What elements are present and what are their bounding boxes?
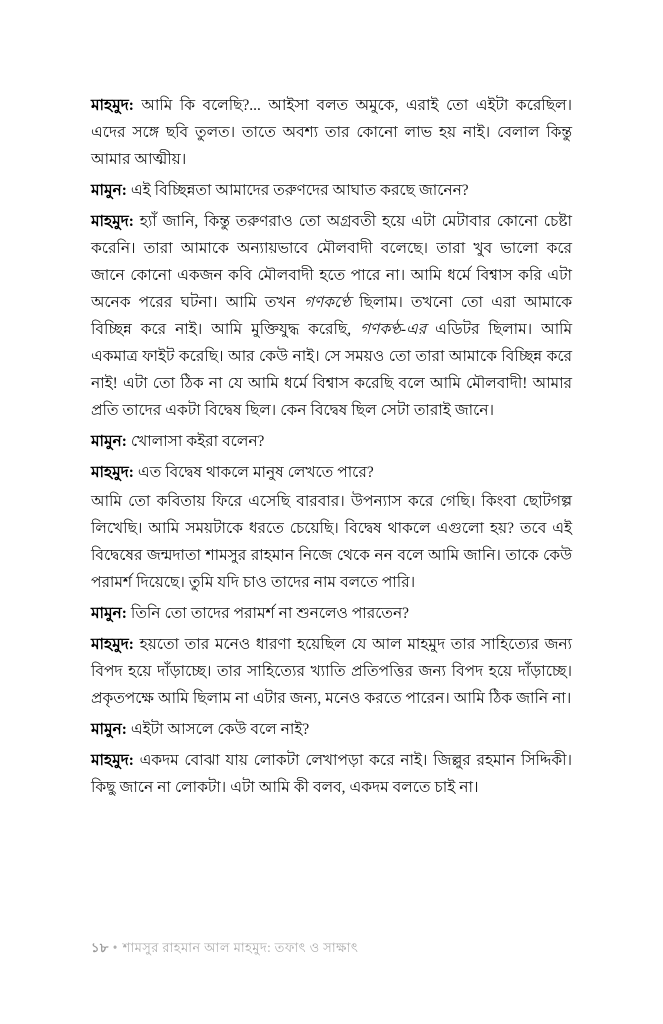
footer-separator-dot: • bbox=[112, 940, 118, 955]
page-number: ১৮ bbox=[91, 940, 109, 955]
publication-name-italic: গণকণ্ঠ-এর bbox=[360, 321, 427, 338]
paragraph-text: তিনি তো তাদের পরামর্শ না শুনলেও পারতেন? bbox=[126, 605, 409, 622]
paragraph-text-part: হ্যাঁ জানি, কিন্তু তরুণরাও তো অগ্রবতী হয়ে এটা মেটাবার কোনো চেষ্টা করেনি। তারা আমাকে অন্যায়ভাবে মৌলবাদী বলেছে। তারা খুব ভালো করে জানে কোনো একজন কবি মৌলবাদী হতে পারে না। আমি ধর্মে বিশ্বাস করি এটা অনেক পরের ঘটনা। আমি তখন bbox=[91, 213, 572, 311]
dialogue-paragraph bbox=[91, 92, 572, 173]
paragraph-text: এত বিদ্বেষ থাকলে মানুষ লেখতে পারে? bbox=[133, 464, 374, 481]
dialogue-paragraph bbox=[91, 428, 572, 455]
dialogue-paragraph bbox=[91, 747, 572, 801]
paragraph-text: হয়তো তার মনেও ধারণা হয়েছিল যে আল মাহমুদ তার সাহিত্যের জন্য বিপদ হয়ে দাঁড়াচ্ছে। তার সাহিত্যের খ্যাতি প্রতিপত্তির জন্য বিপদ হয়ে দাঁড়াচ্ছে। প্রকৃতপক্ষে আমি ছিলাম না এটার জন্য, মনেও করতে পারেন। আমি ঠিক জানি না। bbox=[91, 636, 572, 707]
dialogue-paragraph bbox=[91, 600, 572, 627]
paragraph-text-part: এডিটর ছিলাম। আমি একমাত্র ফাইট করেছি। আর কেউ নাই। সে সময়ও তো তারা আমাকে বিচ্ছিন্ন করে নাই! এটা তো ঠিক না যে আমি ধর্মে বিশ্বাস করেছি বলে আমি মৌলবাদী! আমার প্রতি তাদের একটা বিদ্বেষ ছিল। কেন বিদ্বেষ ছিল সেটা তারাই জানে। bbox=[91, 321, 573, 419]
speaker-label: মাহমুদ: bbox=[91, 636, 134, 653]
dialogue-paragraph-continuation bbox=[91, 488, 572, 596]
publication-name-italic: গণকণ্ঠে bbox=[303, 294, 351, 311]
dialogue-paragraph bbox=[91, 459, 572, 486]
speaker-label: মাহমুদ: bbox=[91, 752, 134, 769]
paragraph-text: এইটা আসলে কেউ বলে নাই? bbox=[126, 721, 310, 738]
speaker-label: মামুন: bbox=[91, 721, 127, 738]
speaker-label: মামুন: bbox=[91, 182, 127, 199]
speaker-label: মামুন: bbox=[91, 433, 127, 450]
dialogue-paragraph bbox=[91, 631, 572, 712]
paragraph-text: আমি তো কবিতায় ফিরে এসেছি বারবার। উপন্যাস করে গেছি। কিংবা ছোটগল্প লিখেছি। আমি সময়টাকে ধরতে চেয়েছি। বিদ্বেষ থাকলে এগুলো হয়? তবে এই বিদ্বেষের জন্মদাতা শামসুর রাহমান নিজে থেকে নন বলে আমি জানি। তাকে কেউ পরামর্শ দিয়েছে। তুমি যদি চাও তাদের নাম বলতে পারি। bbox=[91, 493, 572, 591]
paragraph-text: খোলাসা কইরা বলেন? bbox=[126, 433, 265, 450]
paragraph-text: একদম বোঝা যায় লোকটা লেখাপড়া করে নাই। জিল্লুর রহমান সিদ্দিকী। কিছু জানে না লোকটা। এটা আমি কী বলব, একদম বলতে চাই না। bbox=[91, 752, 572, 796]
page-footer bbox=[91, 938, 572, 958]
speaker-label: মামুন: bbox=[91, 605, 127, 622]
footer-book-title: শামসুর রাহমান আল মাহমুদ: তফাৎ ও সাক্ষাৎ bbox=[122, 940, 359, 955]
speaker-label: মাহমুদ: bbox=[91, 464, 134, 481]
paragraph-text-part: ছিলাম। তখনো তো এরা আমাকে বিচ্ছিন্ন করে নাই। আমি মুক্তিযুদ্ধ করেছি, bbox=[91, 294, 573, 338]
speaker-label: মাহমুদ: bbox=[91, 97, 134, 114]
paragraph-text: এই বিচ্ছিন্নতা আমাদের তরুণদের আঘাত করছে জানেন? bbox=[126, 182, 469, 199]
speaker-label: মাহমুদ: bbox=[91, 213, 134, 230]
dialogue-paragraph bbox=[91, 716, 572, 743]
dialogue-paragraph bbox=[91, 177, 572, 204]
paragraph-text: আমি কি বলেছি?... আইসা বলত অমুকে, এরাই তো এইটা করেছিল। এদের সঙ্গে ছবি তুলত। তাতে অবশ্য তার কোনো লাভ হয় নাই। বেলাল কিন্তু আমার আত্মীয়। bbox=[91, 97, 572, 168]
page-body-content bbox=[91, 92, 572, 805]
dialogue-paragraph bbox=[91, 208, 572, 424]
